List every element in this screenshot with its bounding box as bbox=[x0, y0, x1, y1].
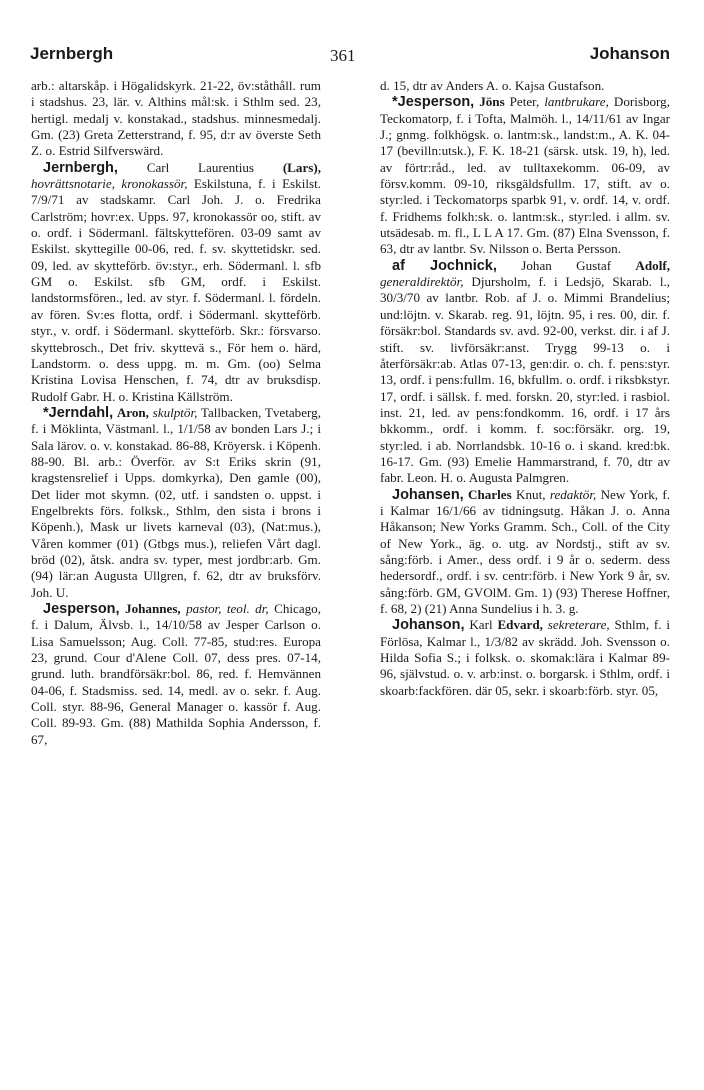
entry-title: skulptör, bbox=[152, 404, 198, 420]
entry-text: Tallbacken, Tvetaberg, f. i Möklinta, Västmanl. l., 1/1/58 av bonden Lars J.; i Sala lärov. o. v. konstakad. 86-88, Kröyersk. i Köpenh. 88-90. Bl. arb.: Överför. av S:t Eriks skrin (91, kragstensrelief i Upps. domkyrka), Den gamle (00), Det lider mot skymn. (02, utf. i sandsten o. uppst. i Engelbrekts förs. folksk., Sthlm, den sista i brons i Köpenh.), Mask ur livets karneval (03), (Nat:mus.), Våren kommer (01) (Gtbgs mus.), reliefen Vårt dagl. bröd (02), åtsk. andra sv. typer, mest jordbr:arb. Gm. (94) lär:an Augusta Ullgren, f. 62, dtr av bruksförv. Joh. U. bbox=[31, 404, 321, 600]
entry-surname: Jesperson, bbox=[43, 601, 120, 617]
entry-text: Dorisborg, Teckomatorp, f. i Tofta, Malmöh. l., 14/11/61 av Ingar J.; gnmg. folkhögsk. o. lantm:sk., landst:m., A. K. 04-17 (bevilln:utsk.), F. K. 18-21 (särsk. utsk. 19, h), led. av förtr:råd., led. av tulltaxekomm. 06-09, av försv.komm. 09-10, riksgäldsfullm. 17, stift. av o. styr:led. i Teckomatorps sparbk 91, v. ordf. 14, v. ordf. f. Fridhems folkh:sk. o. lantm:sk., styr:led. i allm. sv. utsädesab. m. fl., L L A 17. Gm. (87) Elna Svensson, f. 63, dtr av lantbr. Sv. Nilsson o. Berta Persson. bbox=[380, 94, 670, 257]
left-column bbox=[31, 78, 321, 748]
page-number: 361 bbox=[330, 46, 356, 65]
entry-text: Djursholm, f. i Ledsjö, Skarab. l., 30/3/70 av lantbr. Rob. af J. o. Mimmi Brandelius; und:löjtn. v. Skarab. reg. 91, löjtn. 95, i res. 00, dir. f. försäkr:bol. Standards sv. avd. 92-00, verkst. dir. i af J. stift. sv. livförsäkr:anst. Trygg 99-13 o. i återförsäkr:ab. Atlas 07-13, gen:dir. o. ch. f. pens:styr. 13, ordf. i pens:fullm. 16, bkfullm. o. ordf. i riksbkstyr. 17, ordf. i sällsk. f. med. forskn. 20, styr:led. i rasbiol. inst. 21, led. av pens:fondkomm. 16, ordf. i 17 års bkkomm., ordf. i komm. f. soc:försäkr. org. 19, styr:led. i ab. Norrlandsbk. 10-16 o. i skand. kred:bk. 16-17. Gm. (93) Emelie Hammarstrand, f. 70, dtr av fabr. Leon. H. o. Augusta Palmgren. bbox=[380, 274, 671, 486]
entry-text: Sthlm, f. i Förlösa, Kalmar l., 1/3/82 av skrädd. Joh. Svensson o. Hilda Sofia S.; i folksk. o. skomak:lära i Kalmar 89-96, självstud. o. v. arb:inst. o. borgarsk. i Sthlm, ordf. i skoarb:fackfören. där 05, sekr. i skoarb:förb. styr. 05, bbox=[380, 617, 671, 698]
entry-text: Eskilstuna, f. i Eskilst. 7/9/71 av stadskamr. Carl Joh. J. o. Fredrika Carlström; hovr:ex. Upps. 97, kronokassör oo, stift. av o. ordf. i Södermanl. fältskyttefören. 03-09 samt av Eskilst. skyttegille 00-06, red. f. sv. skyttetidskr. sed. 09, led. av skytteförb. öv:styr., erh. Södermanl. l. sfb GM o. Eskilst. sfb GM, ordf. i Eskilst. landstormsfören., led. av styr. f. Södermanl. l. fördeln. av fören. Sv:es flotta, ordf. i Södermanl. skytteförb. styr., v. ordf. i Södermanl. skytteförb. Skr.: försvarso. skyttebrosch., Det friv. skyttevä s., För hem o. härd, Landstorm. o. dess uppg. m. m. Gm. (oo) Selma Kristina Lovisa Henschen, f. 74, dtr av bruksdisp. Rudolf Gabr. H. o. Kristina Källström. bbox=[31, 176, 321, 404]
entry-text: New York, f. i Kalmar 16/1/66 av tidningsutg. Håkan J. o. Anna Håkanson; New Yorks Gramm. Sch., Coll. of the City of New York., äg. o. utg. av Nordstj., stift av sv. sång:förb. i Amer., dess ordf. i 9 år o. sederm. dess hedersordf., ordf. i sv. centr:förb. i New York 9 år, sv. sång:förb. GM, GVOlM. Gm. 1) (93) Therese Hoffner, f. 68, 2) (21) Anna Sundelius i h. 3. g. bbox=[380, 486, 670, 616]
entry-given-name: Johannes, bbox=[125, 601, 181, 616]
entry-surname: af Jochnick, bbox=[392, 257, 497, 274]
running-head-right: Johanson bbox=[589, 44, 670, 63]
entry-surname: Johansen, bbox=[392, 486, 464, 503]
entry-title: generaldirektör, bbox=[380, 274, 464, 290]
entry-given-name: Karl bbox=[469, 617, 493, 633]
entry-callname: Knut, bbox=[516, 486, 546, 502]
entry-surname: *Jesperson, bbox=[392, 94, 475, 111]
entry-jesperson-johannes bbox=[31, 601, 321, 748]
entry-jesperson-jons bbox=[380, 94, 670, 257]
entry-text: d. 15, dtr av Anders A. o. Kajsa Gustafson. bbox=[380, 78, 605, 93]
entry-jerndahl bbox=[31, 405, 321, 601]
running-head-left: Jernbergh bbox=[30, 44, 114, 63]
right-column bbox=[380, 78, 670, 699]
entry-title: sekreterare, bbox=[547, 617, 610, 633]
entry-johansen-charles bbox=[380, 487, 670, 618]
entry-callname: Edvard, bbox=[497, 617, 543, 633]
entry-text: Chicago, f. i Dalum, Älvsb. l., 14/10/58 av Jesper Carlson o. Lisa Samuelsson; Aug. Coll. 77-85, stud:res. Europa 23, grund. Cour d'Alene Coll. 07, dess pres. 07-14, grund. luth. brandförsäkr:bol. 86, red. f. Hemvännen 04-06, f. Stadsmiss. sed. 14, medl. av o. sekr. f. Aug. Coll. styr. 88-96, General Manager o. kassör f. Aug. Coll. 89-93. Gm. (88) Mathilda Sophia Andersson, f. 67, bbox=[31, 601, 322, 747]
entry-surname: *Jerndahl, bbox=[43, 404, 114, 421]
entry-surname: Jernbergh, bbox=[43, 159, 118, 176]
entry-continuation bbox=[31, 78, 321, 160]
entry-johanson-karl bbox=[380, 617, 670, 699]
entry-callname: (Lars), bbox=[282, 159, 321, 175]
entry-jochnick bbox=[380, 258, 670, 487]
entry-text: arb.: altarskåp. i Högalidskyrk. 21-22, öv:ståthåll. rum i stadshus. 23, lär. v. Althins mål:sk. i Sthlm sed. 23, hertigl. medalj v. konstakad., stadshus. minnesmedalj. Gm. (23) Greta Zetterstrand, f. 95, d:r av överste Seth Z. o. Estrid Silfverswärd. bbox=[31, 78, 321, 159]
entry-continuation bbox=[380, 78, 670, 94]
page-header bbox=[30, 44, 670, 72]
entry-jernbergh-carl bbox=[31, 160, 321, 405]
entry-given-name: Carl Laurentius bbox=[146, 159, 255, 175]
entry-given-name: Charles bbox=[468, 486, 512, 502]
entry-given-name: Johan Gustaf bbox=[521, 257, 612, 273]
entry-title: hovrättsnotarie, kronokassör, bbox=[31, 176, 188, 192]
entry-callname: Adolf, bbox=[635, 257, 670, 273]
entry-surname: Johanson, bbox=[392, 617, 465, 634]
entry-given-name: Aron, bbox=[116, 404, 149, 420]
entry-title: lantbrukare, bbox=[544, 94, 609, 110]
entry-title: pastor, teol. dr, bbox=[186, 601, 269, 616]
entry-callname: Peter, bbox=[509, 94, 540, 110]
entry-given-name: Jöns bbox=[479, 94, 505, 110]
entry-title: redaktör, bbox=[549, 486, 597, 502]
